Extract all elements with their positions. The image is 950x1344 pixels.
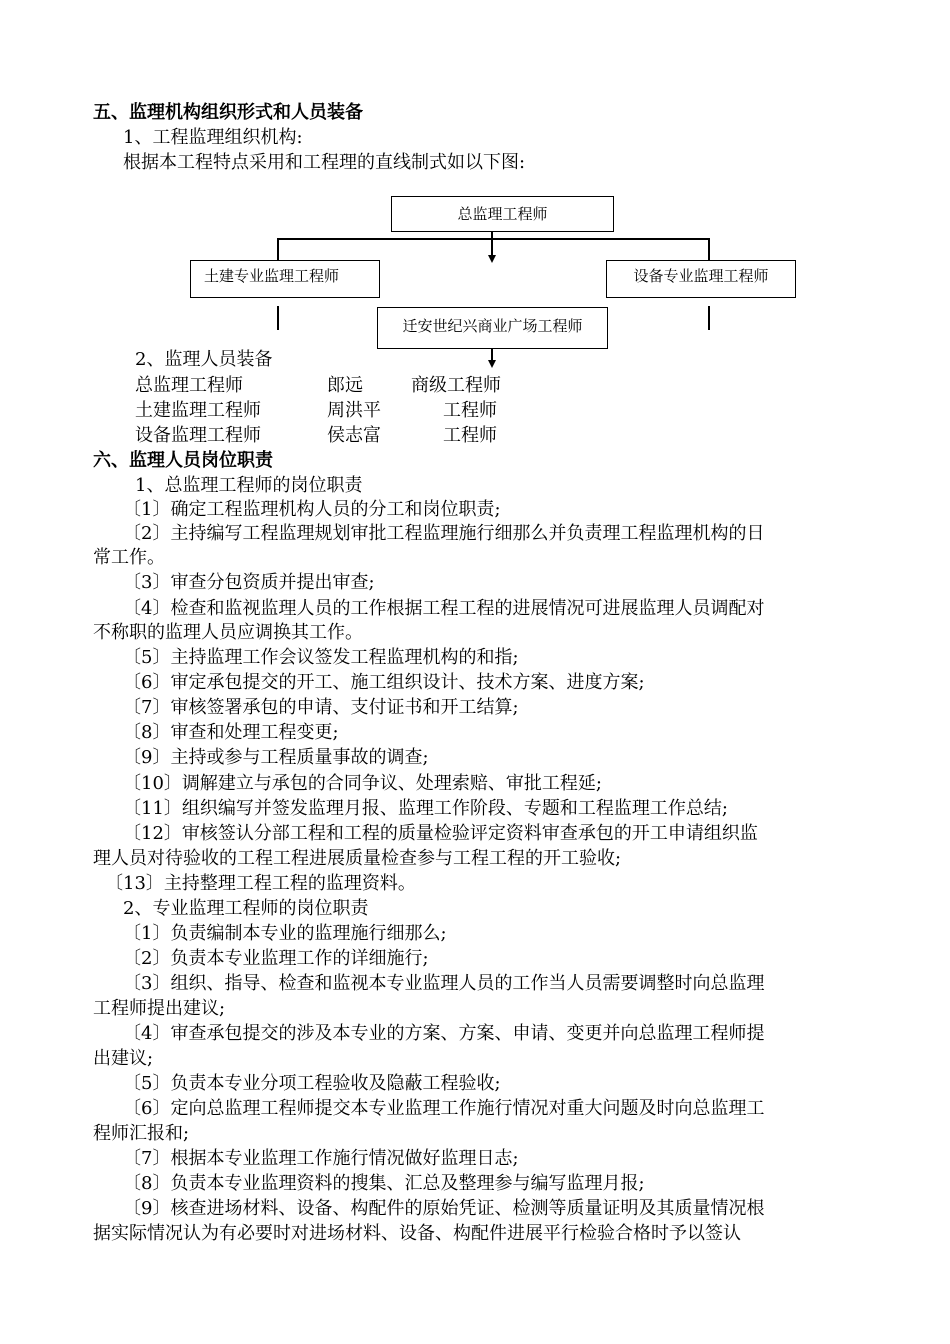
staff-title: 商级工程师: [411, 375, 501, 396]
duty-item: 〔9〕主持或参与工程质量事故的调查;: [123, 747, 429, 768]
section5-title: 五、监理机构组织形式和人员装备: [93, 102, 363, 123]
duty-item-cont: 出建议;: [93, 1048, 154, 1069]
duty-item-cont: 据实际情况认为有必要时对进场材料、设备、构配件进展平行检验合格时予以签认: [93, 1223, 741, 1244]
section5-intro: 根据本工程特点采用和工程理的直线制式如以下图:: [123, 152, 526, 173]
org-box-left: 土建专业监理工程师: [190, 260, 380, 298]
duty-item: 〔9〕核查进场材料、设备、构配件的原始凭证、检测等质量证明及其质量情况根: [123, 1198, 765, 1219]
staff-role: 设备监理工程师: [135, 425, 261, 446]
duty-item: 〔1〕负责编制本专业的监理施行细那么;: [123, 923, 447, 944]
staff-title: 工程师: [443, 425, 497, 446]
duty-item: 〔11〕组织编写并签发监理月报、监理工作阶段、专题和工程监理工作总结;: [123, 798, 728, 819]
staff-name: 侯志富: [327, 425, 381, 446]
org-connector: [708, 306, 710, 330]
section5-sub1: 1、工程监理组织机构:: [123, 127, 303, 148]
duty-item: 〔13〕主持整理工程工程的监理资料。: [105, 873, 416, 894]
staff-role: 土建监理工程师: [135, 400, 261, 421]
org-connector: [491, 232, 493, 256]
staff-role: 总监理工程师: [135, 375, 243, 396]
duty-item: 〔4〕审查承包提交的涉及本专业的方案、方案、申请、变更并向总监理工程师提: [123, 1023, 765, 1044]
duty-item: 〔6〕定向总监理工程师提交本专业监理工作施行情况对重大问题及时向总监理工: [123, 1098, 765, 1119]
org-connector: [708, 238, 710, 260]
staff-name: 郎远: [327, 375, 363, 396]
duty-item-cont: 理人员对待验收的工程工程进展质量检查参与工程工程的开工验收;: [93, 848, 622, 869]
org-connector: [277, 238, 709, 240]
duty-item: 〔4〕检查和监视监理人员的工作根据工程工程的进展情况可进展监理人员调配对: [123, 598, 765, 619]
duty-item: 〔2〕负责本专业监理工作的详细施行;: [123, 948, 429, 969]
org-box-bottom: 迁安世纪兴商业广场工程师: [377, 307, 608, 349]
staff-name: 周洪平: [327, 400, 381, 421]
staff-title: 工程师: [443, 400, 497, 421]
duty-item: 〔7〕审核签署承包的申请、支付证书和开工结算;: [123, 697, 519, 718]
duty-item: 〔2〕主持编写工程监理规划审批工程监理施行细那么并负责理工程监理机构的日: [123, 523, 765, 544]
duty-item: 〔7〕根据本专业监理工作施行情况做好监理日志;: [123, 1148, 519, 1169]
duty-item: 〔10〕调解建立与承包的合同争议、处理索赔、审批工程延;: [123, 773, 602, 794]
org-connector: [277, 238, 279, 260]
duty-item: 〔3〕组织、指导、检查和监视本专业监理人员的工作当人员需要调整时向总监理: [123, 973, 765, 994]
duty-item-cont: 工程师提出建议;: [93, 998, 226, 1019]
duty-item-cont: 不称职的监理人员应调换其工作。: [93, 622, 363, 643]
duty-item: 〔8〕审查和处理工程变更;: [123, 722, 339, 743]
staff-heading: 2、监理人员装备: [135, 349, 273, 370]
section6-title: 六、监理人员岗位职责: [93, 450, 273, 471]
section6-sub1: 1、总监理工程师的岗位职责: [135, 475, 363, 496]
duty-item: 〔8〕负责本专业监理资料的搜集、汇总及整理参与编写监理月报;: [123, 1173, 645, 1194]
arrow-down-icon: [488, 255, 496, 263]
org-box-right: 设备专业监理工程师: [606, 260, 796, 298]
org-box-top: 总监理工程师: [391, 196, 614, 232]
section6-sub2: 2、专业监理工程师的岗位职责: [123, 898, 369, 919]
duty-item: 〔1〕确定工程监理机构人员的分工和岗位职责;: [123, 499, 501, 520]
duty-item: 〔5〕负责本专业分项工程验收及隐蔽工程验收;: [123, 1073, 501, 1094]
duty-item: 〔12〕审核签认分部工程和工程的质量检验评定资料审查承包的开工申请组织监: [123, 823, 758, 844]
duty-item: 〔3〕审查分包资质并提出审查;: [123, 572, 375, 593]
org-connector: [277, 306, 279, 330]
duty-item-cont: 常工作。: [93, 547, 165, 568]
duty-item-cont: 程师汇报和;: [93, 1123, 190, 1144]
duty-item: 〔6〕审定承包提交的开工、施工组织设计、技术方案、进度方案;: [123, 672, 645, 693]
arrow-down-icon: [488, 360, 496, 368]
duty-item: 〔5〕主持监理工作会议签发工程监理机构的和指;: [123, 647, 519, 668]
